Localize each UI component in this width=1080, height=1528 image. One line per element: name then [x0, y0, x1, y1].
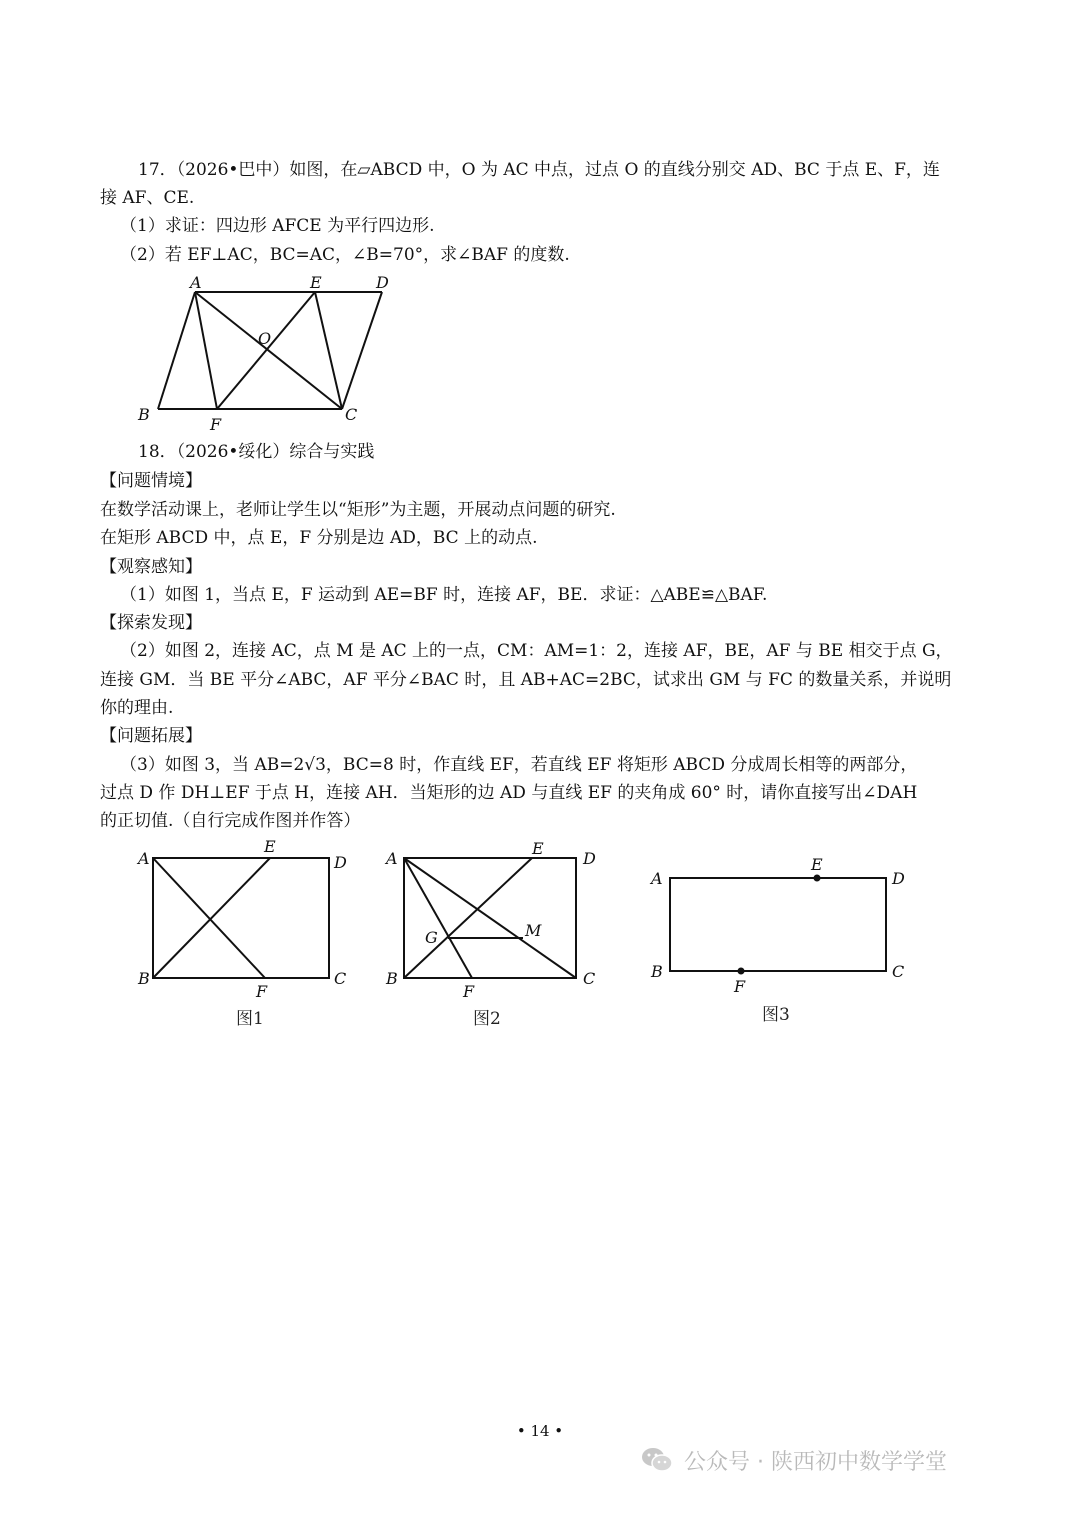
fig2-label-e: E [532, 839, 544, 858]
q18-section-observe: 【观察感知】 [100, 557, 202, 577]
fig2-label-d: D [583, 849, 596, 868]
q17-label-e: E [310, 273, 322, 292]
fig3-label-c: C [892, 962, 905, 981]
q18-figure1 [130, 838, 360, 1008]
q18-part3-line1: （3）如图 3，当 AB=2√3，BC=8 时，作直线 EF，若直线 EF 将矩形 ABCD 分成周长相等的两部分， [120, 755, 918, 775]
fig2-label-a: A [386, 849, 398, 868]
q18-figure3 [645, 850, 915, 1000]
fig3-label-e: E [811, 855, 823, 874]
fig2-label-b: B [386, 969, 398, 988]
fig1-label-c: C [334, 969, 347, 988]
q17-label-c: C [345, 405, 358, 424]
q18-figure2 [380, 838, 610, 1008]
q18-part3-line2: 过点 D 作 DH⊥EF 于点 H，连接 AH．当矩形的边 AD 与直线 EF 的夹角成 60° 时，请你直接写出∠DAH [100, 783, 918, 803]
q18-part1: （1）如图 1，当点 E，F 运动到 AE=BF 时，连接 AF，BE．求证：△ABE≌△BAF. [120, 585, 768, 605]
q17-figure [130, 268, 400, 433]
q18-section-explore: 【探索发现】 [100, 613, 202, 633]
fig3-label-a: A [651, 869, 663, 888]
fig3-caption: 图3 [762, 1005, 790, 1025]
fig1-label-b: B [138, 969, 150, 988]
fig1-label-a: A [138, 849, 150, 868]
q17-label-d: D [376, 273, 389, 292]
q17-label-f: F [210, 415, 222, 433]
q18-context-line2: 在矩形 ABCD 中，点 E，F 分别是边 AD，BC 上的动点. [100, 528, 538, 548]
fig1-label-f: F [256, 982, 268, 1001]
q17-part1: （1）求证：四边形 AFCE 为平行四边形. [120, 216, 435, 236]
q17-line2: 接 AF、CE. [100, 188, 195, 208]
fig3-label-d: D [892, 869, 905, 888]
watermark-text: 公众号 · 陕西初中数学学堂 [684, 1449, 947, 1475]
fig1-caption: 图1 [236, 1009, 264, 1029]
q17-line1: 17．（2026•巴中）如图，在▱ABCD 中，O 为 AC 中点，过点 O 的直线分别交 AD、BC 于点 E、F，连 [138, 160, 940, 180]
q17-label-a: A [190, 273, 202, 292]
fig3-label-b: B [651, 962, 663, 981]
fig3-label-f: F [734, 977, 746, 996]
fig2-label-f: F [463, 982, 475, 1001]
q18-section-extend: 【问题拓展】 [100, 726, 202, 746]
fig2-label-m: M [525, 921, 542, 940]
page-number: • 14 • [516, 1422, 564, 1440]
q18-part3-line3: 的正切值.（自行完成作图并作答） [100, 811, 361, 831]
q17-part2: （2）若 EF⊥AC，BC=AC，∠B=70°，求∠BAF 的度数. [120, 245, 570, 265]
wechat-icon [640, 1445, 674, 1475]
fig2-label-g: G [425, 928, 438, 947]
q18-part2-line1: （2）如图 2，连接 AC，点 M 是 AC 上的一点，CM：AM=1：2，连接 AF，BE，AF 与 BE 相交于点 G， [120, 641, 953, 661]
watermark [640, 1440, 947, 1480]
q18-context-line1: 在数学活动课上，老师让学生以“矩形”为主题，开展动点问题的研究. [100, 500, 616, 520]
q18-part2-line3: 你的理由. [100, 698, 174, 718]
q17-label-b: B [138, 405, 150, 424]
q17-label-o: O [258, 329, 272, 348]
fig1-label-d: D [334, 853, 347, 872]
q18-part2-line2: 连接 GM．当 BE 平分∠ABC，AF 平分∠BAC 时，且 AB+AC=2BC，试求出 GM 与 FC 的数量关系，并说明 [100, 670, 952, 690]
fig2-label-c: C [583, 969, 596, 988]
fig2-caption: 图2 [473, 1009, 501, 1029]
q18-section-context: 【问题情境】 [100, 471, 202, 491]
q18-title: 18．（2026•绥化）综合与实践 [138, 442, 375, 462]
fig1-label-e: E [264, 838, 276, 856]
